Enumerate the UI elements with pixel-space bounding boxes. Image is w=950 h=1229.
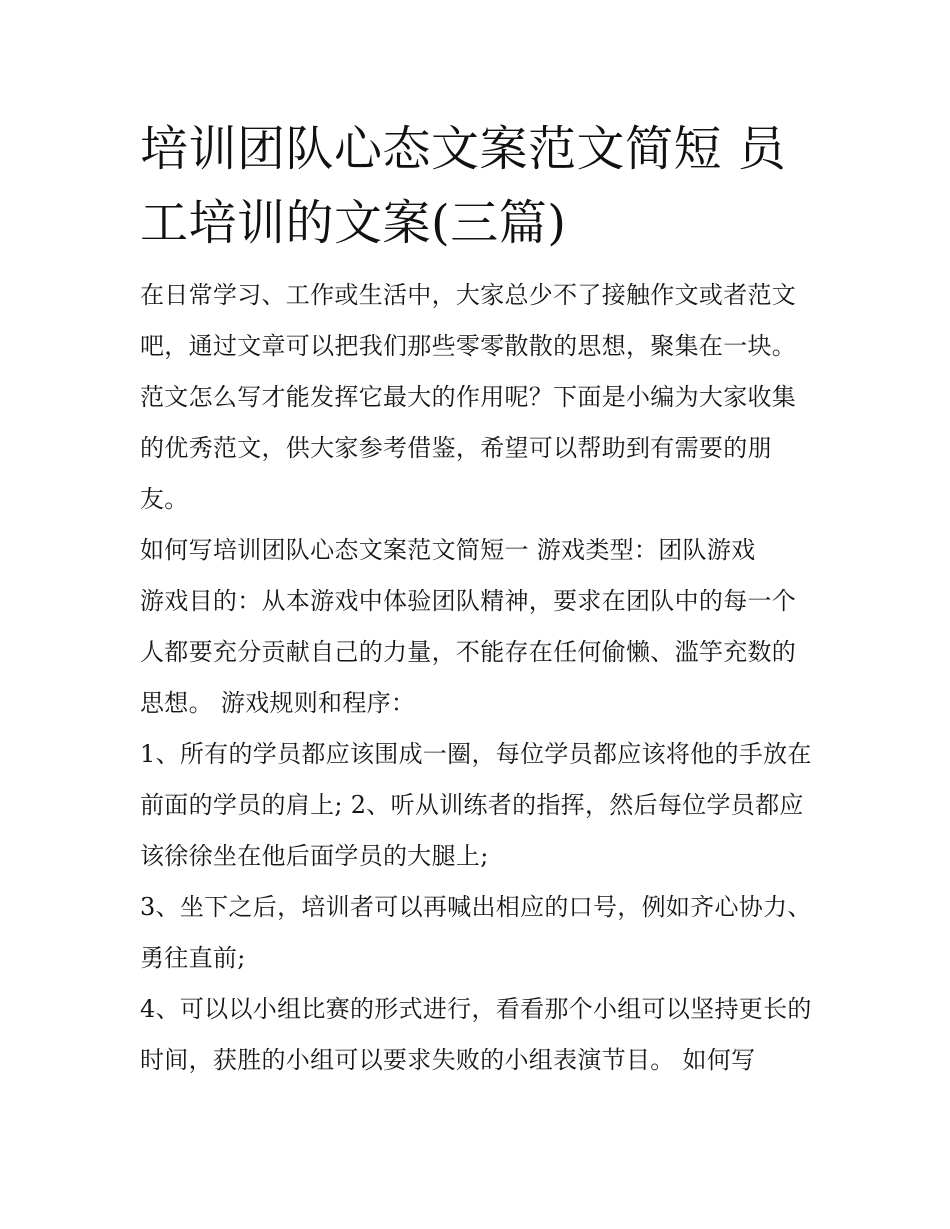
paragraph-intro: 在日常学习、工作或生活中，大家总少不了接触作文或者范文吧，通过文章可以把我们那些零零散散的思想，聚集在一块。范文怎么写才能发挥它最大的作用呢？下面是小编为大家收集的优秀范文，供大家参考借鉴，希望可以帮助到有需要的朋友。 (140, 281, 797, 513)
document-content (140, 112, 820, 1086)
paragraph-step-3: 3、坐下之后，培训者可以再喊出相应的口号，例如齐心协力、勇往直前; (140, 893, 812, 972)
paragraph-step-4: 4、可以以小组比赛的形式进行，看看那个小组可以坚持更长的时间，获胜的小组可以要求失败的小组表演节目。 如何写 (140, 995, 812, 1074)
document-body (140, 270, 820, 1086)
document-title: 培训团队心态文案范文简短 员工培训的文案(三篇) (140, 121, 787, 251)
paragraph-step-1-2: 1、所有的学员都应该围成一圈，每位学员都应该将他的手放在前面的学员的肩上; 2、听从训练者的指挥，然后每位学员都应该徐徐坐在他后面学员的大腿上; (140, 740, 812, 870)
paragraph-game-purpose: 游戏目的：从本游戏中体验团队精神，要求在团队中的每一个人都要充分贡献自己的力量，不能存在任何偷懒、滥竽充数的思想。 游戏规则和程序： (140, 587, 797, 717)
paragraph-game-type: 如何写培训团队心态文案范文简短一 游戏类型：团队游戏 (140, 536, 756, 564)
